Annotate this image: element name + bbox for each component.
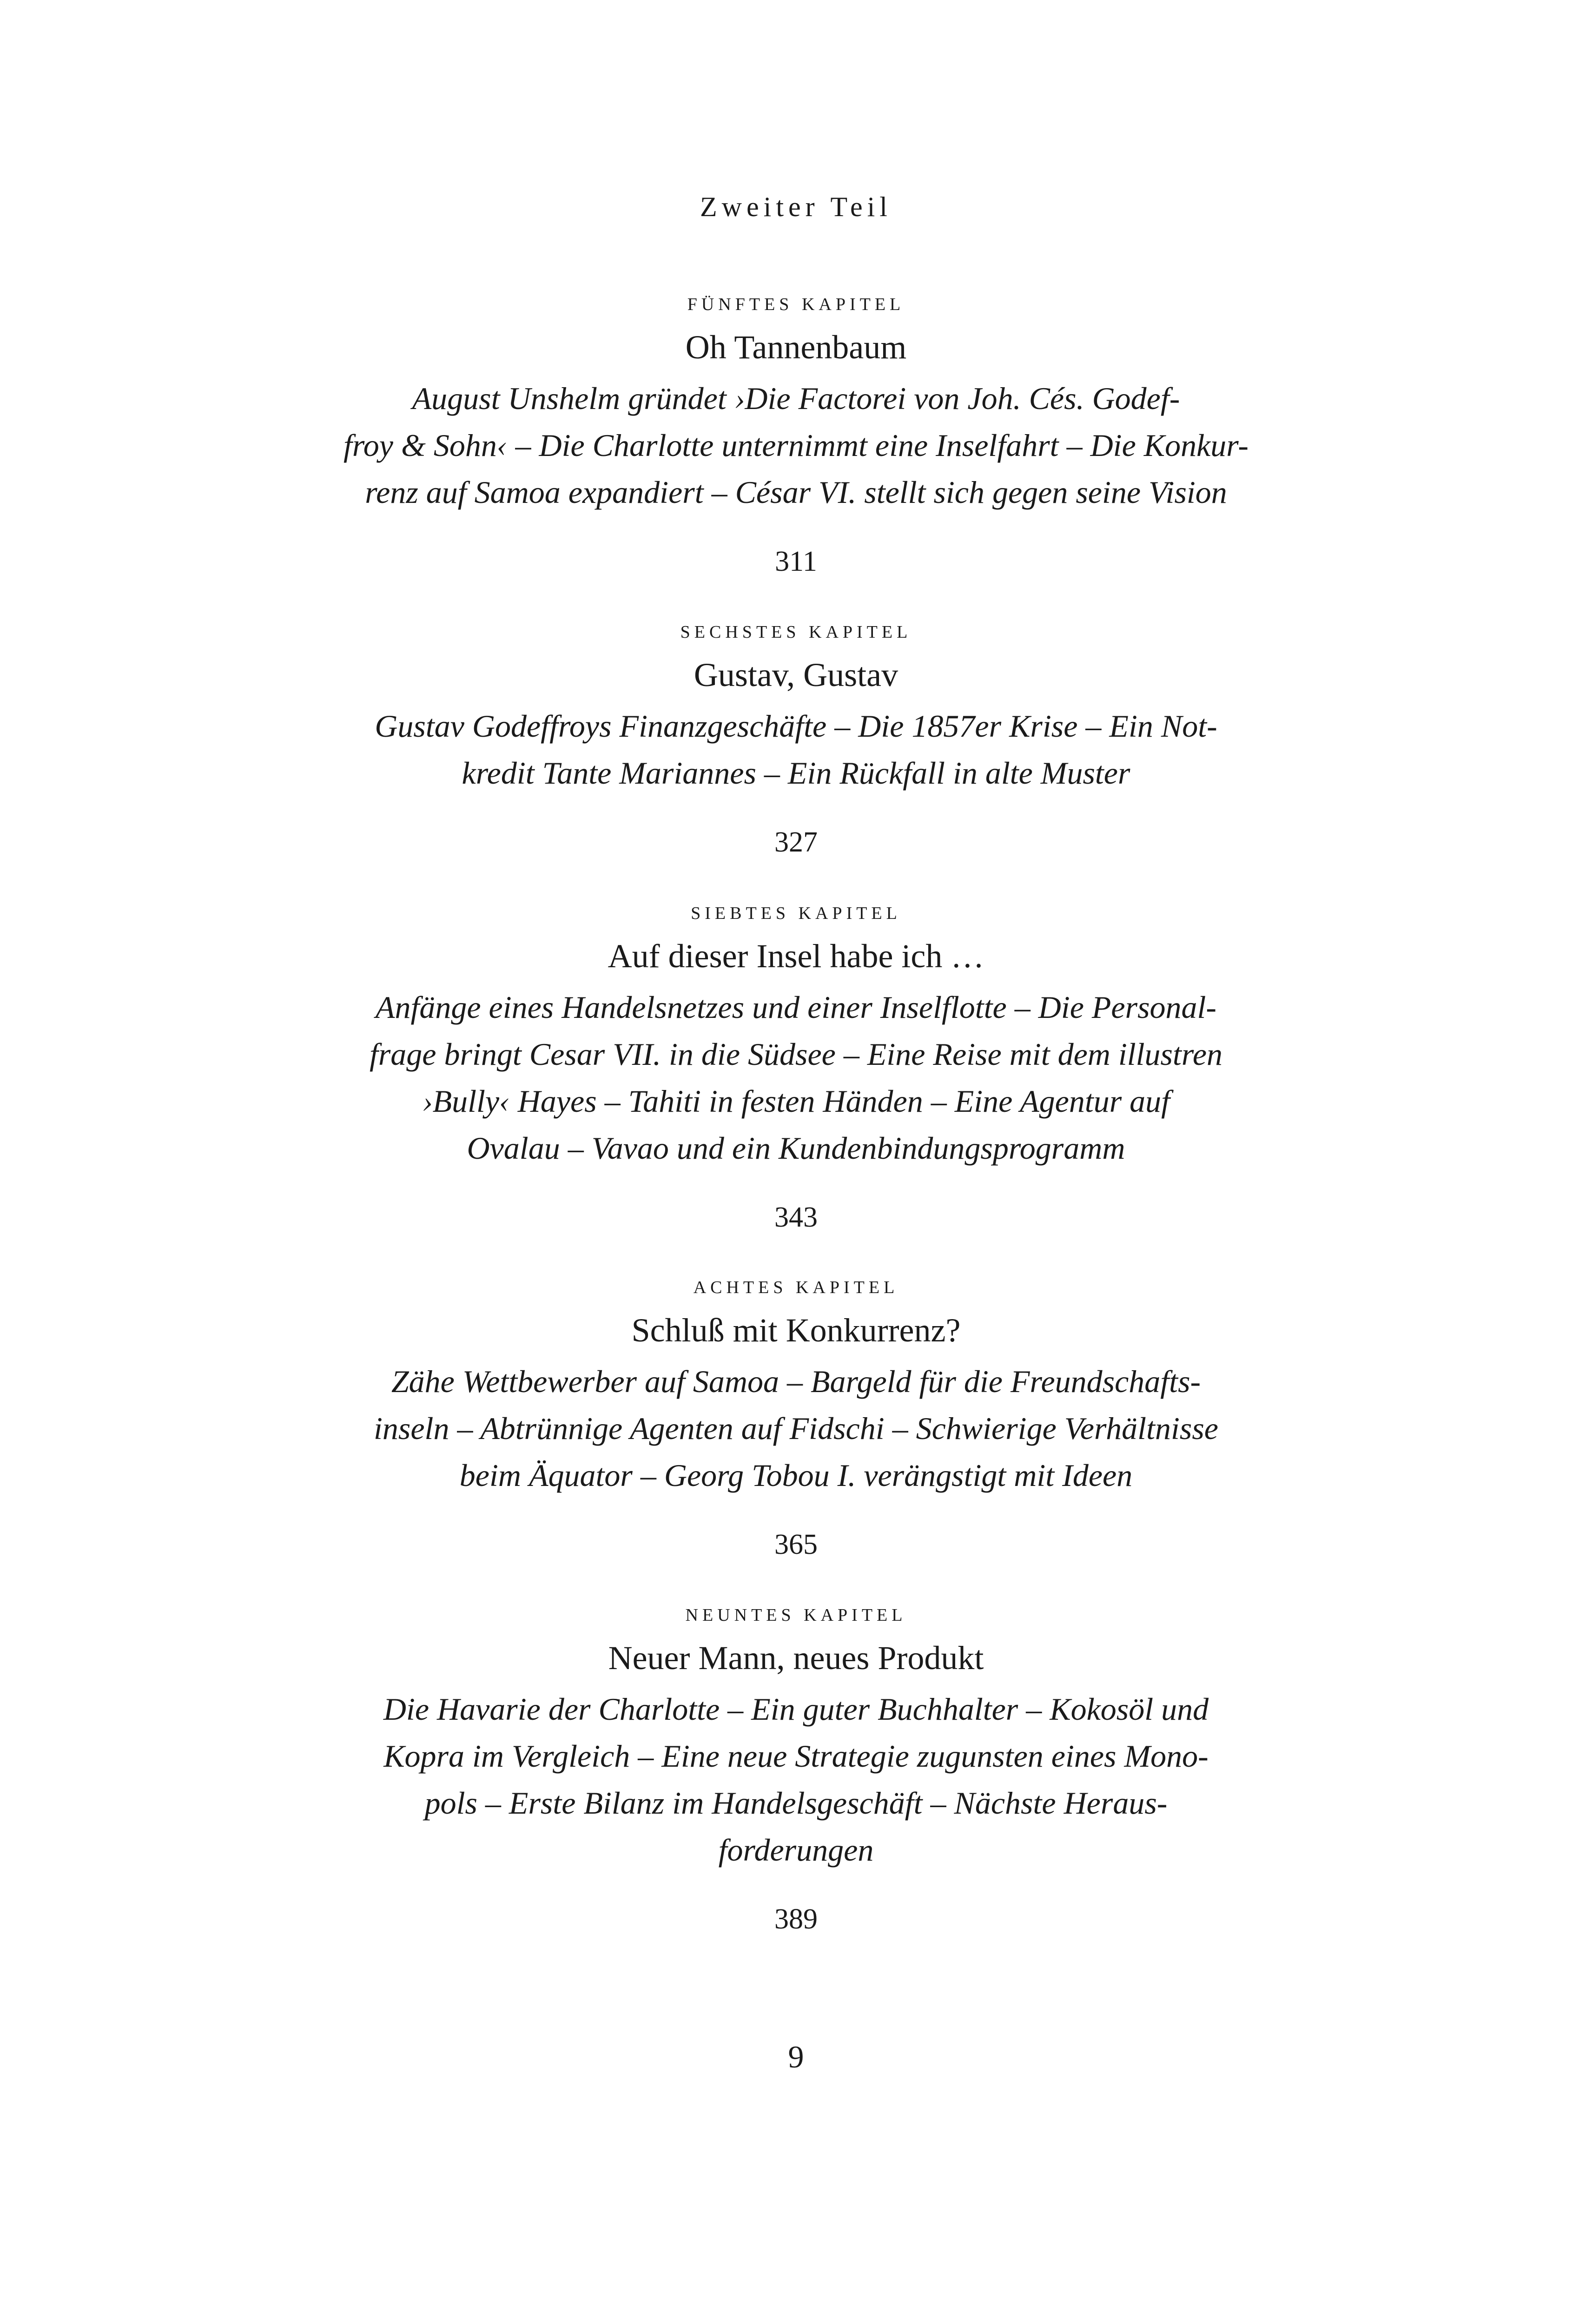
- chapter-label: SECHSTES KAPITEL: [680, 622, 912, 642]
- summary-line: kredit Tante Mariannes – Ein Rückfall in alte Muster: [462, 755, 1130, 791]
- chapter-title: Gustav, Gustav: [694, 656, 898, 693]
- summary-line: pols – Erste Bilanz im Handelsgeschäft – Nächste Heraus-: [424, 1785, 1168, 1821]
- summary-line: froy & Sohn‹ – Die Charlotte unternimmt eine Inselfahrt – Die Konkur-: [343, 428, 1249, 463]
- chapter-title: Neuer Mann, neues Produkt: [608, 1639, 984, 1677]
- chapter-label: ACHTES KAPITEL: [693, 1278, 899, 1297]
- chapter-summary: [343, 1358, 1249, 1499]
- chapter-page-number: 311: [775, 546, 817, 577]
- summary-line: Die Havarie der Charlotte – Ein guter Buchhalter – Kokosöl und: [383, 1691, 1209, 1727]
- chapter-entry: [0, 290, 1592, 580]
- summary-line: Anfänge eines Handelsnetzes und einer Inselflotte – Die Personal-: [375, 990, 1217, 1025]
- summary-line: Ovalau – Vavao und ein Kundenbindungsprogramm: [467, 1130, 1125, 1166]
- summary-line: Kopra im Vergleich – Eine neue Strategie zugunsten eines Mono-: [383, 1738, 1209, 1774]
- part-title: Zweiter Teil: [700, 191, 892, 222]
- chapter-page-number: 343: [774, 1202, 818, 1233]
- chapter-page-number: 389: [774, 1903, 818, 1935]
- summary-line: frage bringt Cesar VII. in die Südsee – Eine Reise mit dem illustren: [369, 1037, 1223, 1072]
- summary-line: ›Bully‹ Hayes – Tahiti in festen Händen – Eine Agentur auf: [422, 1083, 1170, 1119]
- chapter-entry: [0, 899, 1592, 1236]
- chapter-summary: [343, 1686, 1249, 1874]
- chapter-entry: [0, 1274, 1592, 1563]
- chapter-title: Oh Tannenbaum: [685, 329, 907, 366]
- summary-line: forderungen: [718, 1832, 874, 1868]
- chapter-label: NEUNTES KAPITEL: [685, 1605, 907, 1625]
- summary-line: inseln – Abtrünnige Agenten auf Fidschi – Schwierige Verhältnisse: [374, 1411, 1218, 1446]
- chapter-title: Auf dieser Insel habe ich …: [608, 938, 984, 975]
- chapter-label: SIEBTES KAPITEL: [691, 904, 901, 923]
- chapter-page-number: 327: [774, 826, 818, 858]
- chapter-page-number: 365: [774, 1529, 818, 1560]
- summary-line: August Unshelm gründet ›Die Factorei von Joh. Cés. Godef-: [412, 381, 1180, 416]
- chapter-title: Schluß mit Konkurrenz?: [631, 1312, 961, 1349]
- summary-line: Zähe Wettbewerber auf Samoa – Bargeld für die Freundschafts-: [391, 1364, 1201, 1399]
- summary-line: beim Äquator – Georg Tobou I. verängstigt mit Ideen: [459, 1458, 1133, 1493]
- chapter-entry: [0, 618, 1592, 861]
- chapter-summary: [343, 984, 1249, 1172]
- summary-line: Gustav Godeffroys Finanzgeschäfte – Die 1857er Krise – Ein Not-: [375, 708, 1217, 744]
- chapter-summary: [343, 703, 1249, 797]
- chapter-entry: [0, 1601, 1592, 1938]
- summary-line: renz auf Samoa expandiert – César VI. stellt sich gegen seine Vision: [365, 475, 1227, 510]
- chapter-label: FÜNFTES KAPITEL: [687, 295, 905, 314]
- chapter-summary: [343, 375, 1249, 516]
- folio-page-number: 9: [788, 2039, 804, 2074]
